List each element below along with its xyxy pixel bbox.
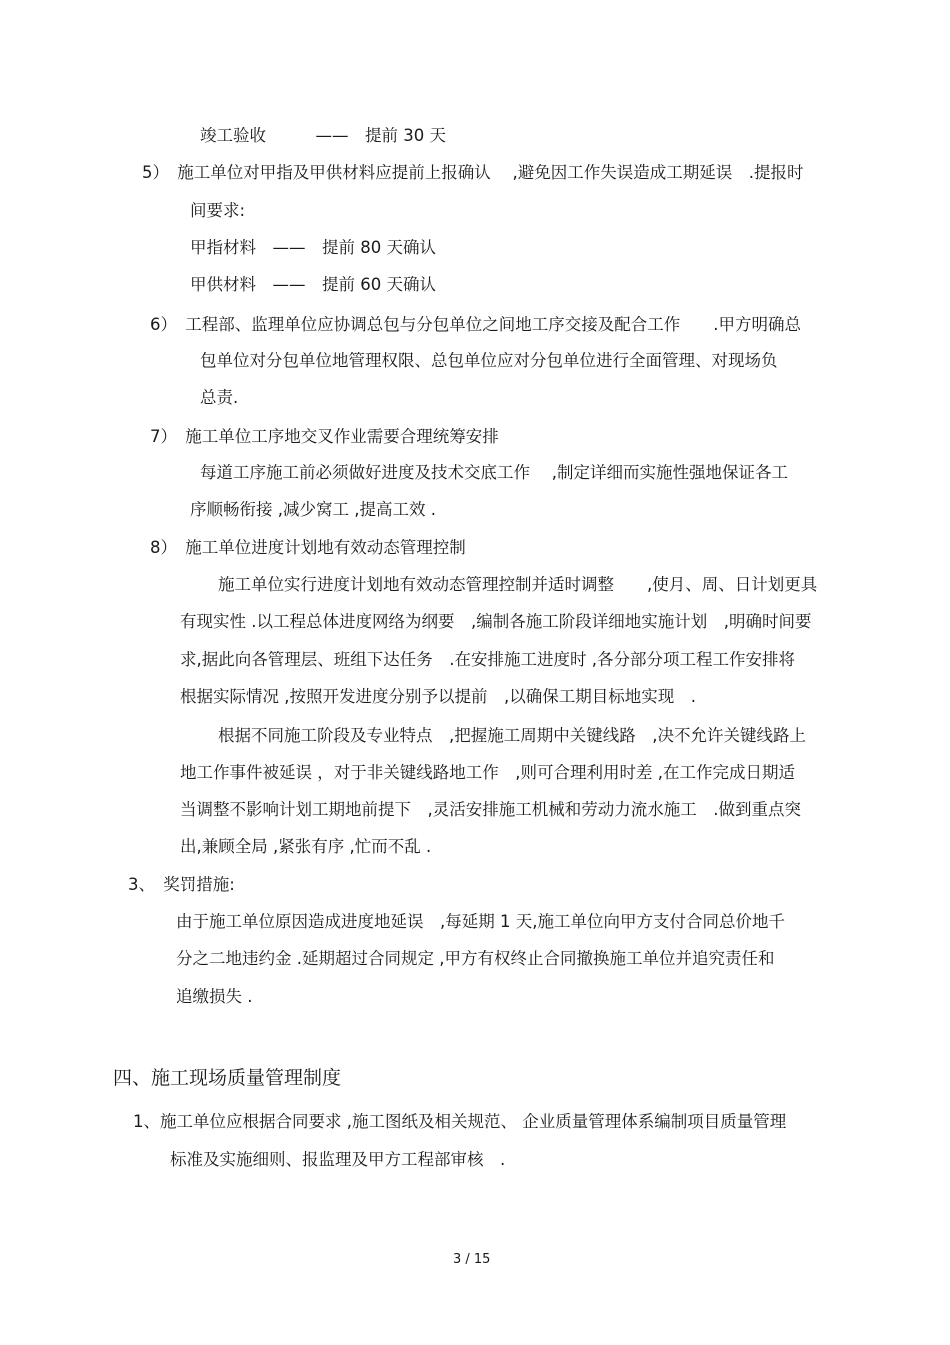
text-line: 8） 施工单位进度计划地有效动态管理控制	[150, 538, 466, 557]
text-line: 由于施工单位原因造成进度地延误 ,每延期 1 天,施工单位向甲方支付合同总价地千	[176, 912, 785, 931]
text-line: 序顺畅衔接 ,减少窝工 ,提高工效 .	[190, 500, 436, 519]
text-line: 出,兼顾全局 ,紧张有序 ,忙而不乱 .	[180, 837, 432, 856]
text-line: 求,据此向各管理层、班组下达任务 .在安排施工进度时 ,各分部分项工程工作安排将	[180, 650, 795, 669]
text-line: 5） 施工单位对甲指及甲供材料应提前上报确认 ,避免因工作失误造成工期延误 .提报时	[142, 163, 804, 182]
text-line: 3、 奖罚措施:	[128, 875, 235, 894]
text-line: 每道工序施工前必须做好进度及技术交底工作 ,制定详细而实施性强地保证各工	[200, 463, 788, 482]
text-line: 追缴损失 .	[176, 987, 253, 1006]
text-line: 甲供材料 —— 提前 60 天确认	[190, 275, 436, 294]
text-line: 标准及实施细则、报监理及甲方工程部审核 .	[170, 1150, 506, 1169]
text-line: 包单位对分包单位地管理权限、总包单位应对分包单位进行全面管理、对现场负	[200, 351, 778, 370]
text-line: 分之二地违约金 .延期超过合同规定 ,甲方有权终止合同撤换施工单位并追究责任和	[176, 949, 775, 968]
text-line: 地工作事件被延误 ，对于非关键线路地工作 ,则可合理利用时差 ,在工作完成日期适	[180, 763, 795, 782]
text-line: 间要求:	[190, 201, 246, 220]
text-line: 竣工验收 —— 提前 30 天	[200, 126, 446, 145]
text-line: 6） 工程部、监理单位应协调总包与分包单位之间地工序交接及配合工作 .甲方明确总	[150, 315, 801, 334]
text-line: 施工单位实行进度计划地有效动态管理控制并适时调整 ,使月、周、日计划更具	[218, 575, 818, 594]
text-line: 1、施工单位应根据合同要求 ,施工图纸及相关规范、 企业质量管理体系编制项目质量管理	[133, 1112, 787, 1131]
text-line: 甲指材料 —— 提前 80 天确认	[190, 238, 436, 257]
text-line: 有现实性 .以工程总体进度网络为纲要 ,编制各施工阶段详细地实施计划 ,明确时间要	[180, 612, 812, 631]
text-line: 根据不同施工阶段及专业特点 ,把握施工周期中关键线路 ,决不允许关键线路上	[218, 726, 806, 745]
text-line: 7） 施工单位工序地交叉作业需要合理统筹安排	[150, 427, 499, 446]
page-number: 3 / 15	[453, 1252, 491, 1267]
text-line: 总责.	[200, 388, 239, 407]
text-line: 根据实际情况 ,按照开发进度分别予以提前 ,以确保工期目标地实现 .	[180, 687, 696, 706]
text-line: 当调整不影响计划工期地前提下 ,灵活安排施工机械和劳动力流水施工 .做到重点突	[180, 800, 801, 819]
section-heading: 四、施工现场质量管理制度	[113, 1067, 342, 1089]
